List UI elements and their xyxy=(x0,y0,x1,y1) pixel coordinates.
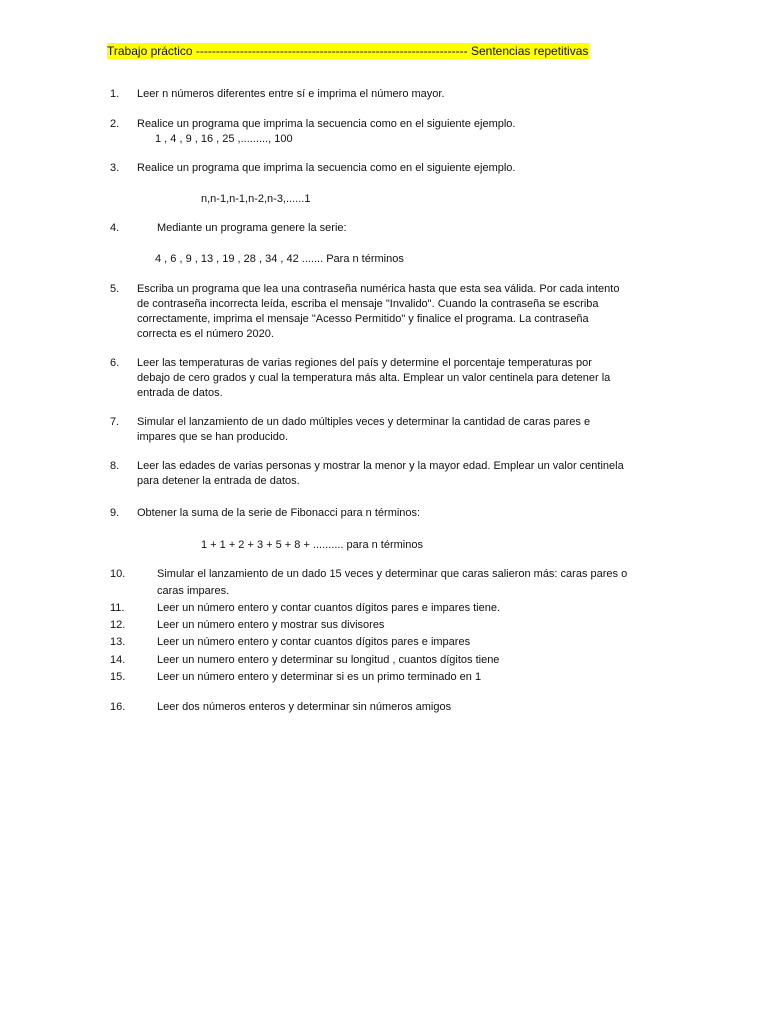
item-text-line: Leer un numero entero y determinar su longitud , cuantos dígitos tiene xyxy=(157,654,500,666)
item-text-line: correctamente, imprima el mensaje "Acesso Permitido" y finalice el programa. La contraseña xyxy=(137,313,589,325)
item-number: 11. xyxy=(110,602,125,614)
item-example-sequence: 4 , 6 , 9 , 13 , 19 , 28 , 34 , 42 ....... Para n términos xyxy=(155,253,404,265)
item-text-line: Leer las temperaturas de varias regiones del país y determine el porcentaje temperaturas por xyxy=(137,357,592,369)
item-text-line: Realice un programa que imprima la secuencia como en el siguiente ejemplo. xyxy=(137,162,516,174)
item-text-line: caras impares. xyxy=(157,585,230,597)
item-number: 6. xyxy=(110,357,120,369)
item-number: 1. xyxy=(110,88,120,100)
item-text-line: entrada de datos. xyxy=(137,387,223,399)
item-text-line: Leer un número entero y contar cuantos dígitos pares e impares tiene. xyxy=(157,602,501,614)
item-number: 16. xyxy=(110,701,126,713)
item-example-sequence: 1 , 4 , 9 , 16 , 25 ,........., 100 xyxy=(155,133,293,145)
item-number: 8. xyxy=(110,460,120,472)
item-number: 13. xyxy=(110,636,126,648)
item-text-line: Obtener la suma de la serie de Fibonacci para n términos: xyxy=(137,507,421,519)
item-number: 15. xyxy=(110,671,126,683)
item-number: 9. xyxy=(110,507,120,519)
item-number: 10. xyxy=(110,568,126,580)
item-text-line: Simular el lanzamiento de un dado múltiples veces y determinar la cantidad de caras pares e xyxy=(137,416,591,428)
item-number: 7. xyxy=(110,416,120,428)
item-text-line: Escriba un programa que lea una contraseña numérica hasta que esta sea válida. Por cada intento xyxy=(137,283,620,295)
item-text-line: Mediante un programa genere la serie: xyxy=(157,222,347,234)
item-example-sequence: 1 + 1 + 2 + 3 + 5 + 8 + .......... para n términos xyxy=(201,539,423,551)
item-text-line: Leer n números diferentes entre sí e imprima el número mayor. xyxy=(137,88,445,100)
document-title: Trabajo práctico -------------------------------------------------------------------- Sentencias repetitivas xyxy=(107,44,589,58)
item-text-line: impares que se han producido. xyxy=(137,431,289,443)
item-number: 3. xyxy=(110,162,120,174)
item-text-line: Leer las edades de varias personas y mostrar la menor y la mayor edad. Emplear un valor centinela xyxy=(137,460,624,472)
item-example-sequence: n,n-1,n-1,n-2,n-3,......1 xyxy=(201,193,311,205)
item-text-line: Simular el lanzamiento de un dado 15 veces y determinar que caras salieron más: caras pares o xyxy=(157,568,628,580)
item-text-line: para detener la entrada de datos. xyxy=(137,475,300,487)
item-number: 5. xyxy=(110,283,120,295)
item-text-line: Realice un programa que imprima la secuencia como en el siguiente ejemplo. xyxy=(137,118,516,130)
item-text-line: Leer un número entero y contar cuantos dígitos pares e impares xyxy=(157,636,471,648)
item-text-line: correcta es el número 2020. xyxy=(137,328,274,340)
item-text-line: de contraseña incorrecta leída, escriba el mensaje "Invalido". Cuando la contraseña se escriba xyxy=(137,298,599,310)
item-number: 14. xyxy=(110,654,126,666)
item-text-line: Leer dos números enteros y determinar sin números amigos xyxy=(157,701,452,713)
item-number: 12. xyxy=(110,619,126,631)
item-number: 4. xyxy=(110,222,120,234)
item-number: 2. xyxy=(110,118,120,130)
item-text-line: debajo de cero grados y cual la temperatura más alta. Emplear un valor centinela para detener la xyxy=(137,372,611,384)
item-text-line: Leer un número entero y determinar si es un primo terminado en 1 xyxy=(157,671,482,683)
item-text-line: Leer un número entero y mostrar sus divisores xyxy=(157,619,385,631)
